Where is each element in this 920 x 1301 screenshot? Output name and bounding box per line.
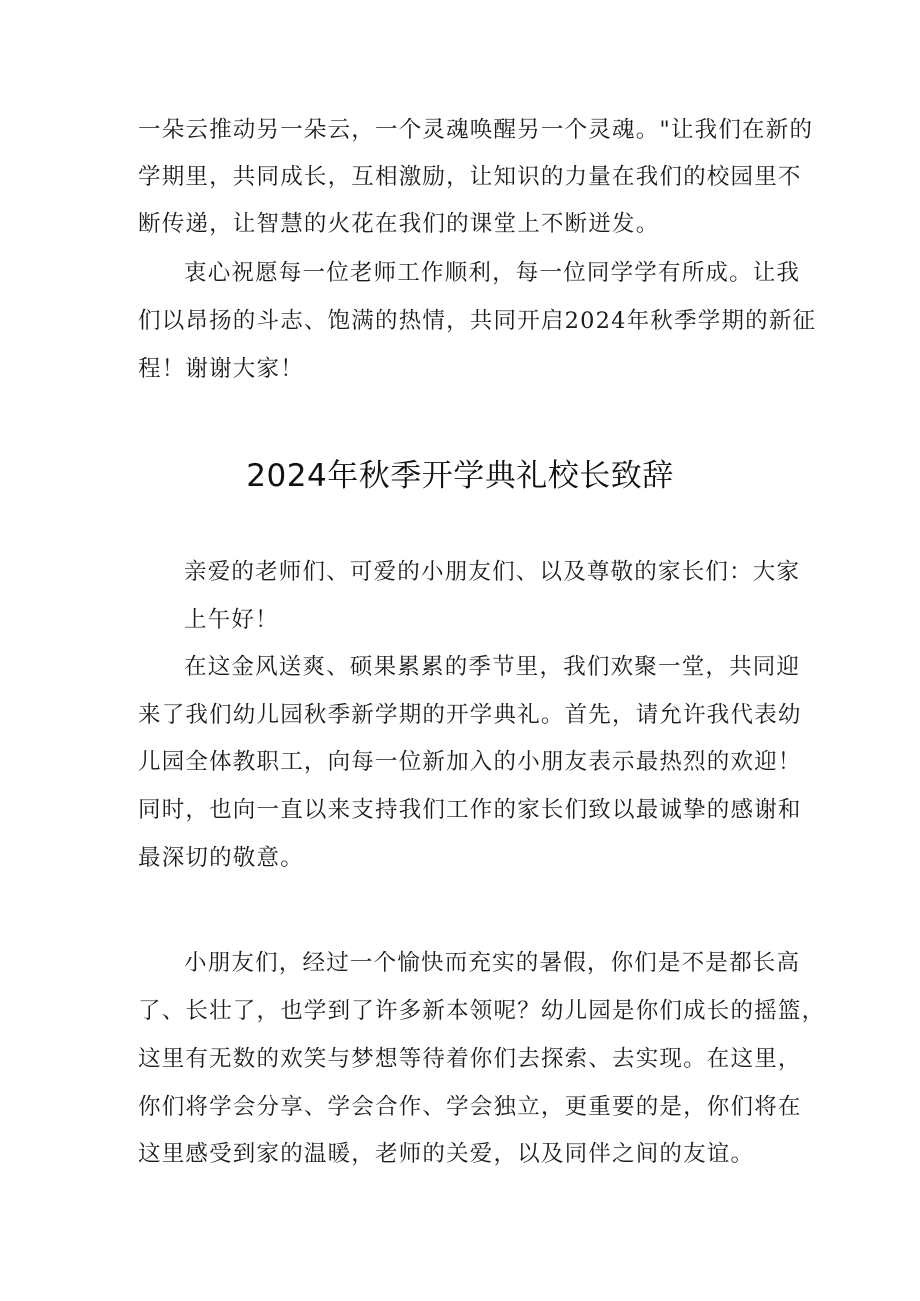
text-line: 一朵云推动另一朵云，一个灵魂唤醒另一个灵魂。"让我们在新的 [138,117,814,143]
text-line: 程！谢谢大家！ [138,356,304,382]
text-line: 们以昂扬的斗志、饱满的热情，共同开启2024年秋季学期的新征 [138,308,817,334]
text-line: 来了我们幼儿园秋季新学期的开学典礼。首先，请允许我代表幼 [138,702,802,728]
text-line: 衷心祝愿每一位老师工作顺利，每一位同学学有所成。让我 [184,260,801,286]
text-line: 这里感受到家的温暖，老师的关爱，以及同伴之间的友谊。 [138,1141,755,1167]
text-line: 亲爱的老师们、可爱的小朋友们、以及尊敬的家长们：大家 [184,559,801,585]
text-line: 你们将学会分享、学会合作、学会独立，更重要的是，你们将在 [138,1094,802,1120]
text-line: 儿园全体教职工，向每一位新加入的小朋友表示最热烈的欢迎！ [138,749,802,775]
page-title: 2024年秋季开学典礼校长致辞 [246,458,674,494]
text-line: 最深切的敬意。 [138,845,304,871]
text-line: 了、长壮了，也学到了许多新本领呢？幼儿园是你们成长的摇篮， [138,998,826,1024]
text-line: 同时，也向一直以来支持我们工作的家长们致以最诚挚的感谢和 [138,797,802,823]
text-line: 小朋友们，经过一个愉快而充实的暑假，你们是不是都长高 [184,950,801,976]
text-line: 上午好！ [184,607,279,633]
text-line: 断传递，让智慧的火花在我们的课堂上不断迸发。 [138,211,660,237]
text-line: 在这金风送爽、硕果累累的季节里，我们欢聚一堂，共同迎 [184,654,801,680]
text-line: 学期里，共同成长，互相激励，让知识的力量在我们的校园里不 [138,164,802,190]
text-line: 这里有无数的欢笑与梦想等待着你们去探索、去实现。在这里， [138,1046,802,1072]
